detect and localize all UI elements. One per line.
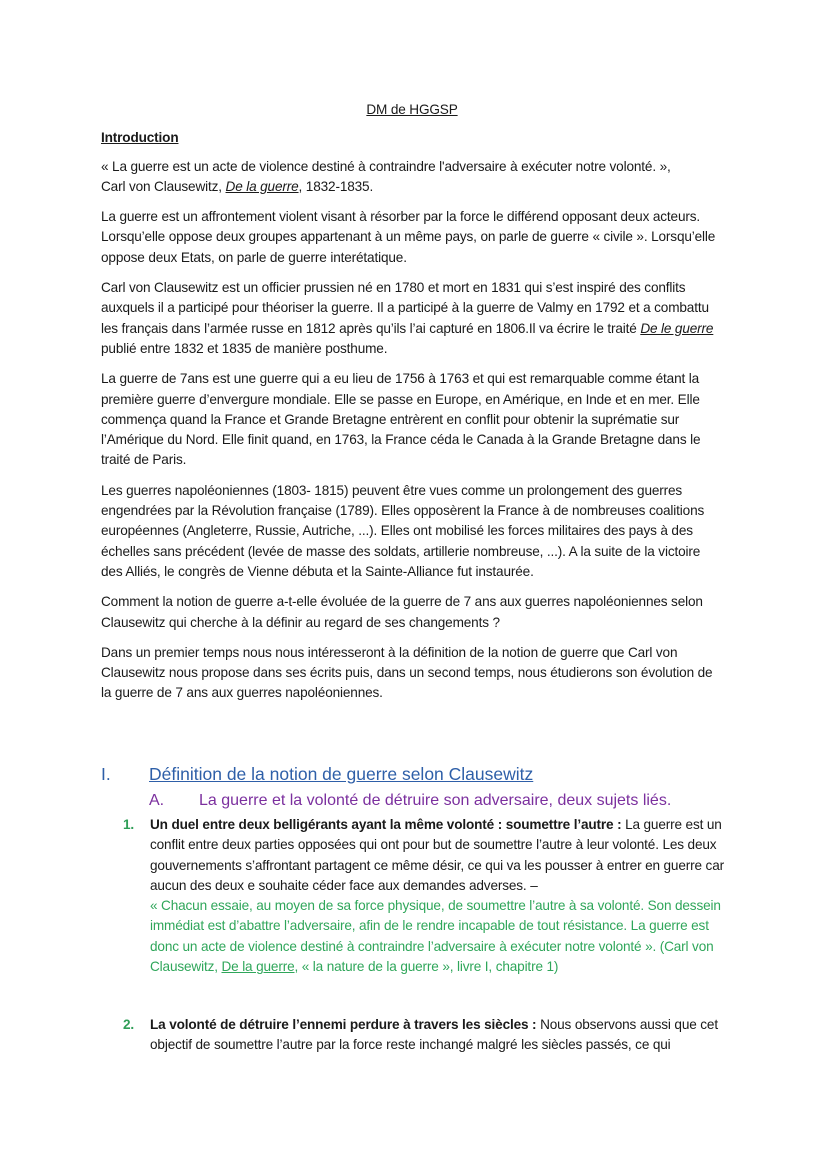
section-1-heading [101, 762, 741, 786]
quote-text: « Chacun essaie, au moyen de sa force physique, de soumettre l’autre à sa volonté. Son dessein immédiat est d’abattre l’adversaire, afin de le rendre incapable de tout résistance. La guerre est donc un acte de violence destiné à contraindre l’adversaire à exécuter notre volonté ». (Carl von Clausewitz, [150, 898, 721, 975]
paragraph-seven-years-war: La guerre de 7ans est une guerre qui a eu lieu de 1756 à 1763 et qui est remarquable comme étant la première guerre d’envergure mondiale. Elle se passe en Europe, en Amérique, en Inde et en mer. Elle commença quand la France et Grande Bretagne entrèrent en conflit pour obtenir la suprématie sur l’Amérique du Nord. Elle finit quand, en 1763, la France céda le Canada à la Grande Bretagne dans le traité de Paris. [101, 371, 701, 468]
paragraph-clausewitz-end: publié entre 1832 et 1835 de manière posthume. [101, 340, 388, 356]
paragraph-napoleonic-wars: Les guerres napoléoniennes (1803- 1815) peuvent être vues comme un prolongement des guerres engendrées par la Révolution française (1789). Elles opposèrent la France à de nombreuses coalitions européennes (Angleterre, Russie, Autriche, ...). Elles ont mobilisé les forces militaires des pays à des échelles sans précédent (levée de masse des soldats, artillerie nombreuse, ...). A la suite de la victoire des Alliés, le congrès de Vienne débuta et la Sainte-Alliance fut instaurée. [101, 482, 705, 579]
epigraph [101, 157, 723, 198]
list-number-2: 2. [123, 1017, 135, 1032]
epigraph-work: De la guerre [225, 178, 299, 194]
epigraph-dates: , 1832-1835. [298, 178, 374, 194]
section-1-number: I. [101, 764, 111, 784]
epigraph-author: Carl von Clausewitz, [101, 178, 226, 194]
epigraph-quote: « La guerre est un acte de violence destiné à contraindre l'adversaire à exécuter notre volonté. », [101, 158, 671, 174]
document-title: DM de HGGSP [366, 102, 458, 117]
list-item-1-lead: Un duel entre deux belligérants ayant la même volonté : soumettre l’autre : [150, 817, 622, 832]
paragraph-definition: La guerre est un affrontement violent visant à résorber par la force le différend opposant deux acteurs. Lorsqu’elle oppose deux groupes appartenant à un même pays, on parle de guerre « civile ». Lorsqu’elle oppose deux Etats, on parle de guerre interétatique. [101, 209, 716, 265]
introduction-block [101, 100, 723, 714]
subsection-a-heading [149, 790, 789, 812]
section-1-title: Définition de la notion de guerre selon Clausewitz [149, 764, 534, 784]
list-number-1: 1. [123, 817, 135, 832]
list-item-1-text: La guerre est un conflit entre deux parties opposées qui ont pour but de soumettre l’autre à leur volonté. Les deux gouvernements s’affrontant partagent ce même désir, ce qui va les pousser à entrer en guerre car aucun des deux e souhaite céder face aux demandes adverses. – [150, 817, 724, 893]
subsection-a-title: La guerre et la volonté de détruire son adversaire, deux sujets liés. [199, 792, 672, 809]
paragraph-clausewitz-text: Carl von Clausewitz est un officier prussien né en 1780 et mort en 1831 qui s’est inspiré des conflits auxquels il a participé pour théoriser la guerre. Il a participé à la guerre de Valmy en 1792 et a combattu les français dans l’armée russe en 1812 après qu’ils l’ai capturé en 1806.Il va écrire le traité [101, 280, 709, 336]
clausewitz-quote [150, 898, 721, 974]
paragraph-plan: Dans un premier temps nous nous intéresseront à la définition de la notion de guerre que Carl von Clausewitz nous propose dans ses écrits puis, dans un second temps, nous étudierons son évolution de la guerre de 7 ans aux guerres napoléoniennes. [101, 644, 713, 701]
treatise-title: De le guerre [640, 320, 714, 336]
introduction-heading: Introduction [101, 130, 179, 146]
quote-citation: , « la nature de la guerre », livre I, chapitre 1) [294, 959, 559, 975]
paragraph-problematic: Comment la notion de guerre a-t-elle évoluée de la guerre de 7 ans aux guerres napoléoniennes selon Clausewitz qui cherche à la définir au regard de ses changements ? [101, 594, 703, 630]
list-item-2-text: Nous observons aussi que cet objectif de soumettre l’autre par la force reste inchangé malgré les siècles passés, ce qui [150, 1017, 718, 1053]
paragraph-clausewitz [101, 278, 723, 359]
subsection-a-letter: A. [149, 792, 165, 809]
list-item-1 [123, 815, 728, 977]
quote-work: De la guerre [221, 959, 295, 975]
list-item-2 [123, 1015, 728, 1056]
list-item-2-lead: La volonté de détruire l’ennemi perdure à travers les siècles : [150, 1017, 537, 1032]
